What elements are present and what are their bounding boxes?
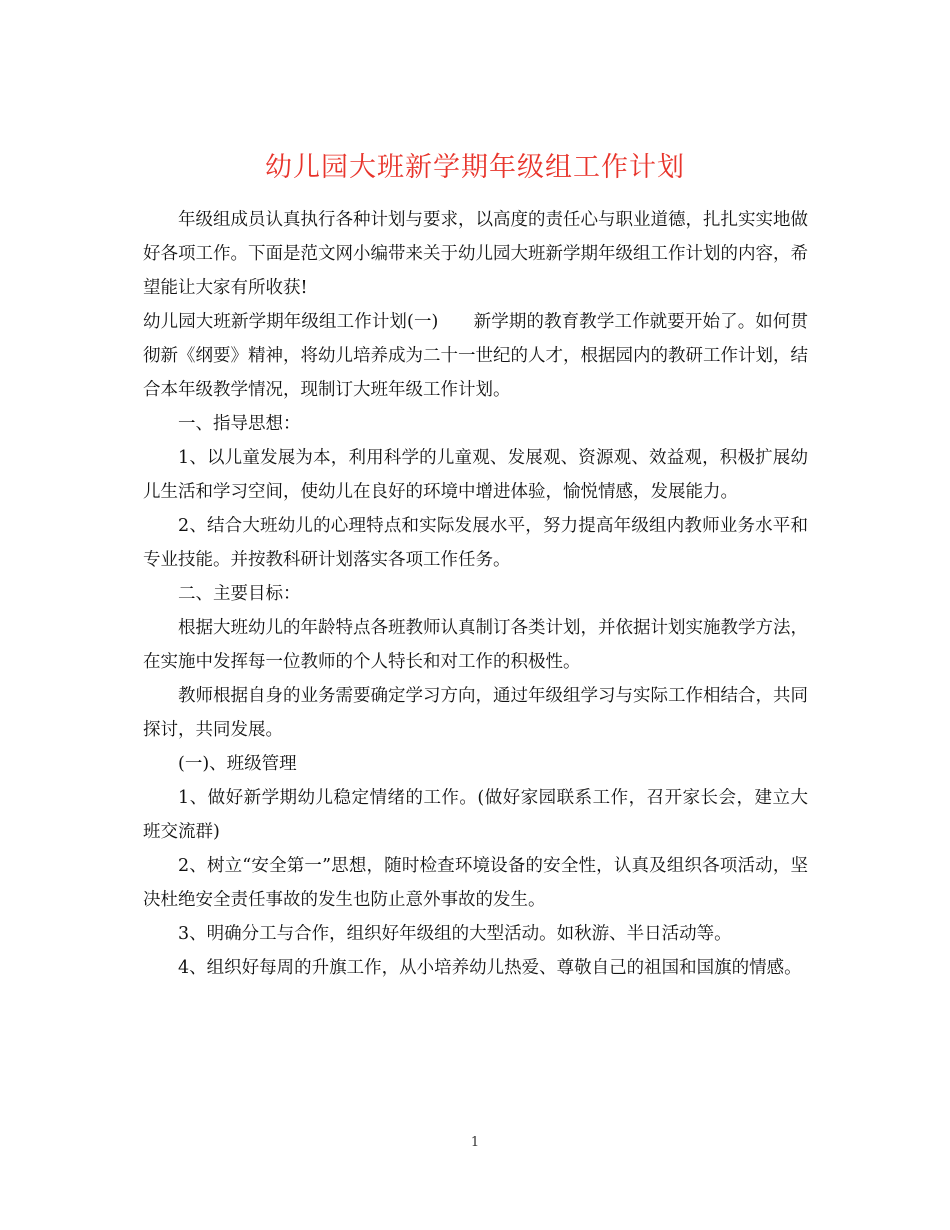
guiding-item-1: 1、以儿童发展为本，利用科学的儿童观、发展观、资源观、效益观，积极扩展幼儿生活和学习空间，使幼儿在良好的环境中增进体验，愉悦情感，发展能力。 — [143, 448, 808, 502]
goals-paragraph-1: 根据大班幼儿的年龄特点各班教师认真制订各类计划，并依据计划实施教学方法，在实施中发挥每一位教师的个人特长和对工作的积极性。 — [143, 618, 808, 672]
guiding-item-2: 2、结合大班幼儿的心理特点和实际发展水平，努力提高年级组内教师业务水平和专业技能。并按教科研计划落实各项工作任务。 — [143, 516, 808, 570]
document-body — [143, 203, 808, 985]
management-item-2: 2、树立“安全第一”思想，随时检查环境设备的安全性，认真及组织各项活动，坚决杜绝安全责任事故的发生也防止意外事故的发生。 — [143, 856, 808, 910]
document-title: 幼儿园大班新学期年级组工作计划 — [265, 152, 685, 184]
page-number: 1 — [470, 1135, 480, 1150]
management-item-4: 4、组织好每周的升旗工作，从小培养幼儿热爱、尊敬自己的祖国和国旗的情感。 — [178, 958, 802, 978]
section-heading-main-goals: 二、主要目标： — [178, 584, 301, 604]
goals-paragraph-2: 教师根据自身的业务需要确定学习方向，通过年级组学习与实际工作相结合，共同探讨，共同发展。 — [143, 686, 808, 740]
management-item-3: 3、明确分工与合作，组织好年级组的大型活动。如秋游、半日活动等。 — [178, 924, 732, 944]
intro-paragraph: 年级组成员认真执行各种计划与要求，以高度的责任心与职业道德，扎扎实实地做好各项工作。下面是范文网小编带来关于幼儿园大班新学期年级组工作计划的内容，希望能让大家有所收获! — [143, 210, 808, 298]
section-heading-guiding-thought: 一、指导思想： — [178, 414, 301, 434]
management-item-1: 1、做好新学期幼儿稳定情绪的工作。(做好家园联系工作，召开家长会，建立大班交流群) — [143, 788, 808, 842]
subsection-heading-class-management: (一)、班级管理 — [178, 754, 297, 774]
plan-one-paragraph: 幼儿园大班新学期年级组工作计划(一) 新学期的教育教学工作就要开始了。如何贯彻新《纲要》精神，将幼儿培养成为二十一世纪的人才，根据园内的教研工作计划，结合本年级教学情况，现制订大班年级工作计划。 — [143, 312, 808, 400]
